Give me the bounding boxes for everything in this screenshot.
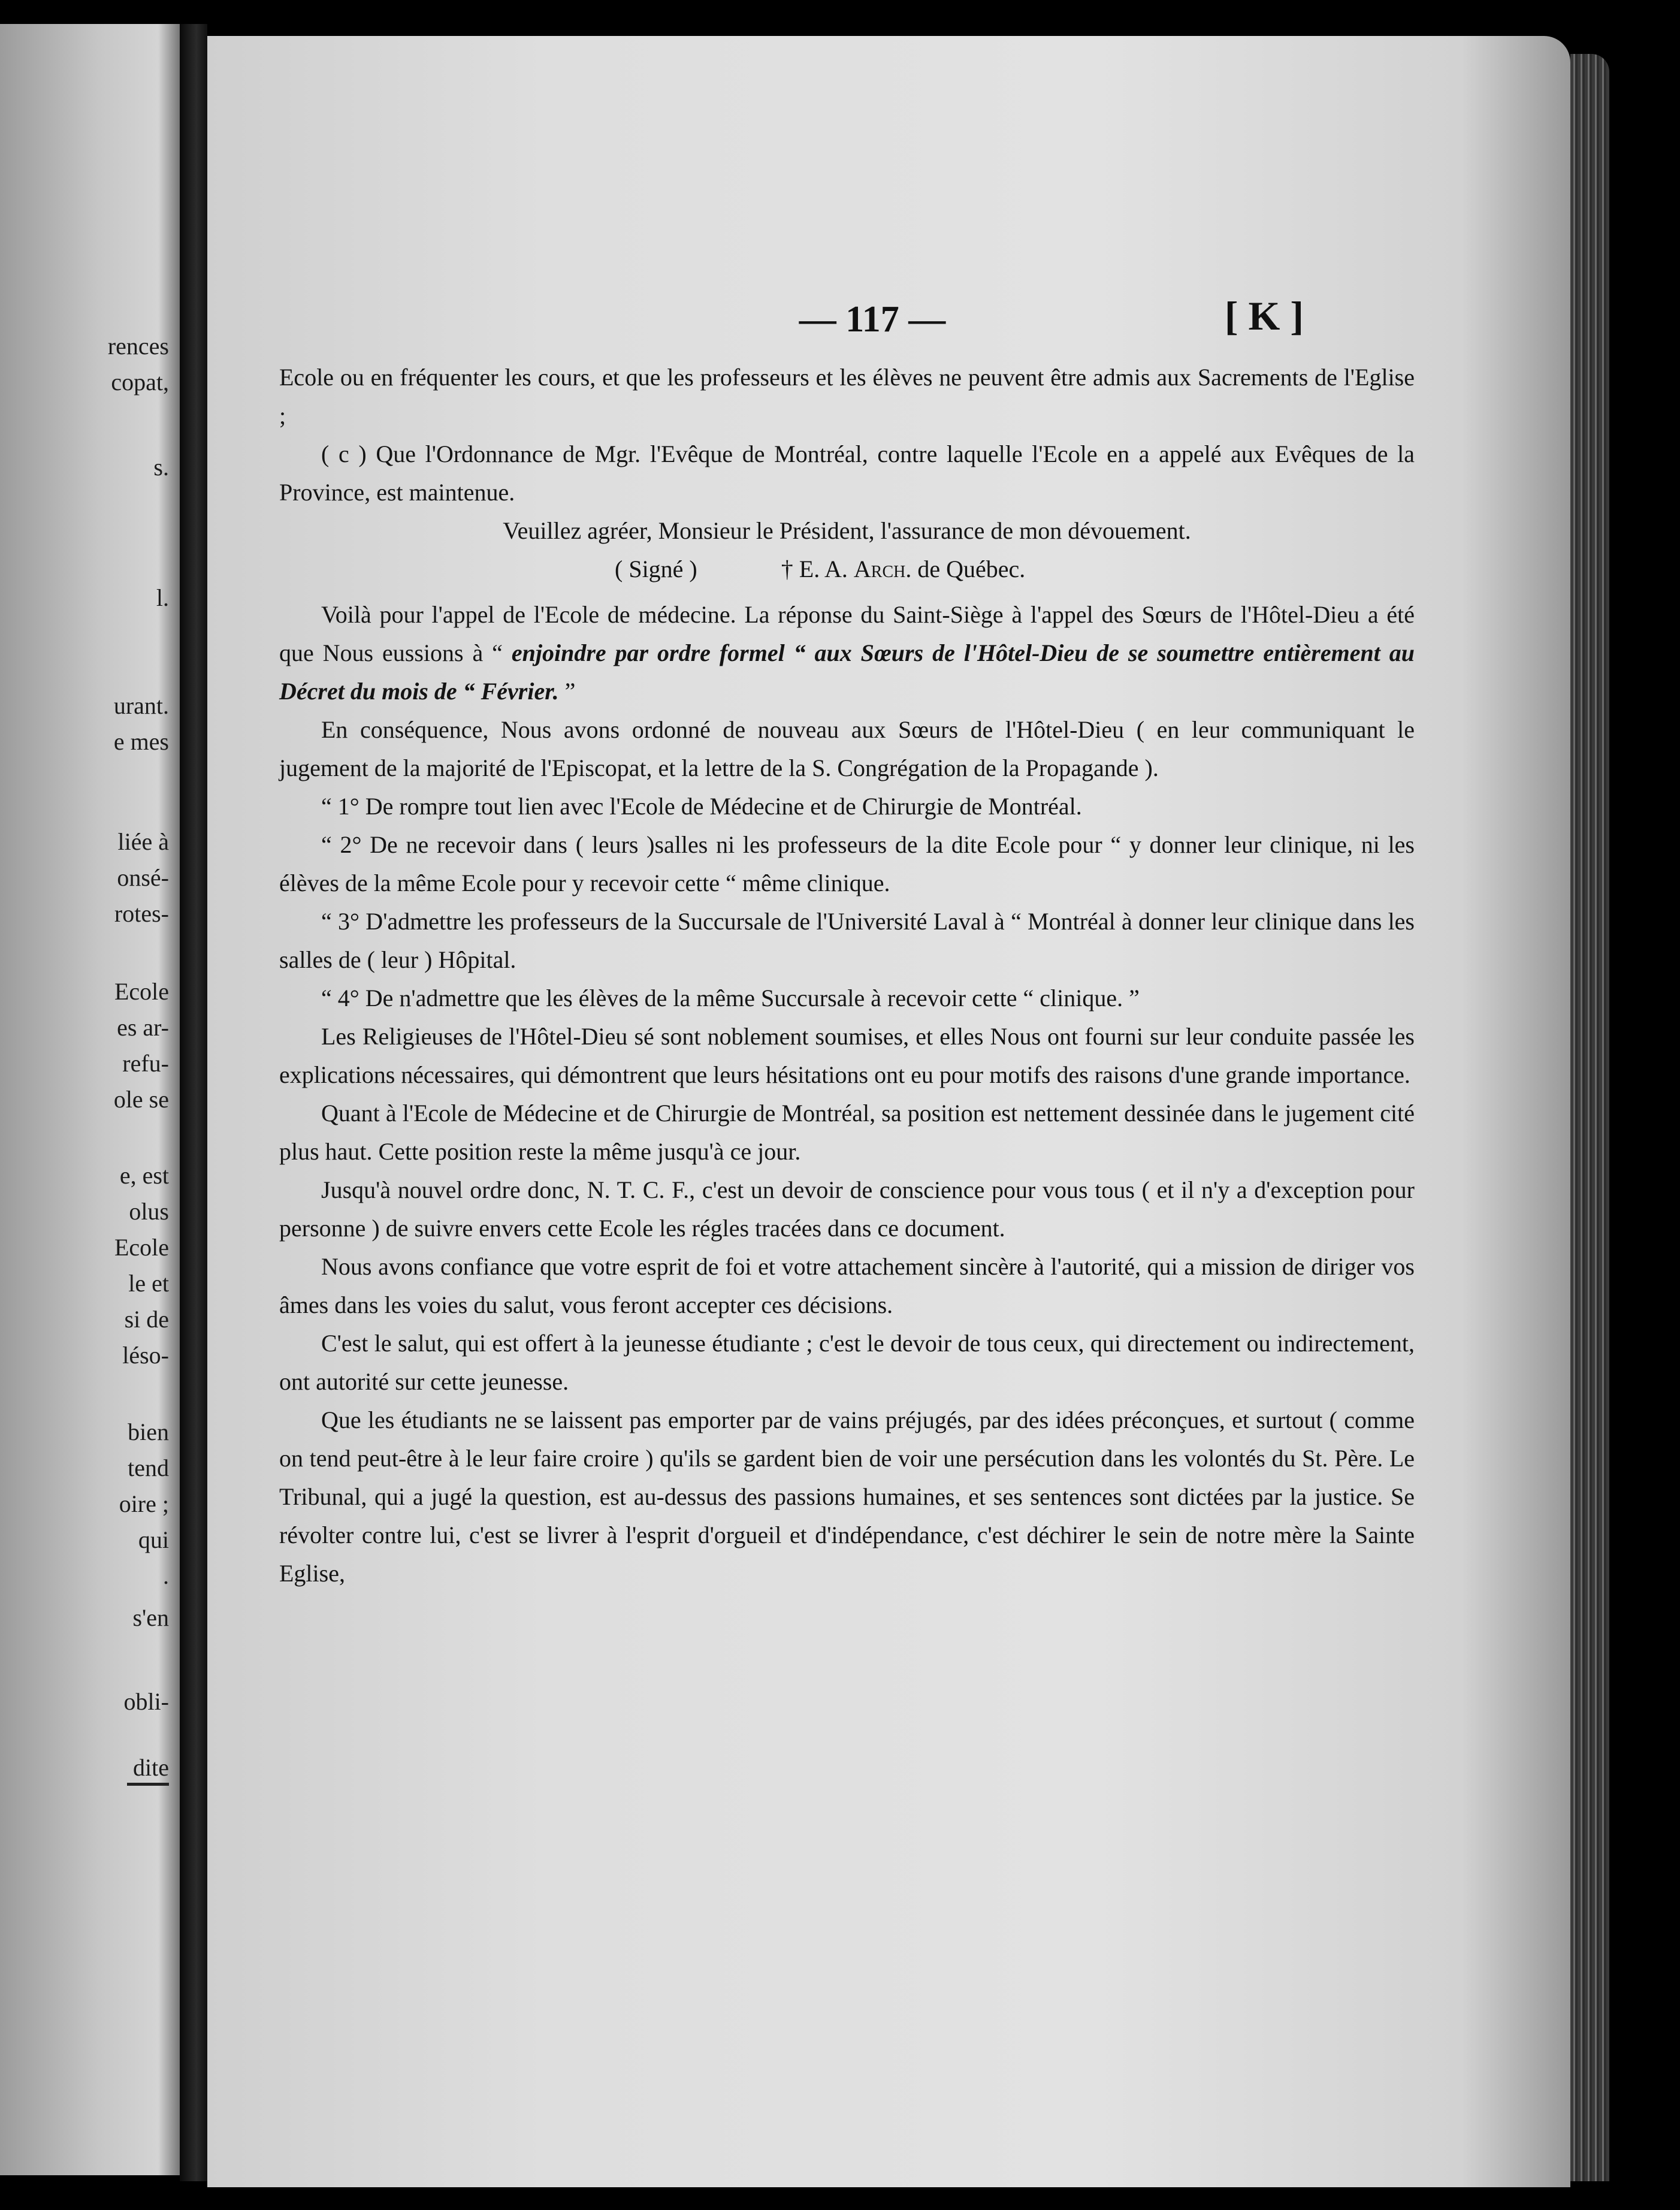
book-gutter (180, 24, 207, 2181)
left-page-fragment: urant. (113, 692, 169, 719)
signature-title: Arch. (853, 555, 912, 582)
body-text (279, 358, 1415, 1593)
left-page-fragment: . (163, 1562, 169, 1589)
paragraph: Que les étudiants ne se laissent pas emporter par de vains préjugés, par des idées préconçues, et surtout ( comme on tend peut-être à le leur faire croire ) qu'ils se gardent bien de voir une persécution dans les volontés du St. Père. Le Tribunal, qui a jugé la question, est au-dessus des passions humaines, et ses sentences sont dictées par la justice. Se révolter contre lui, c'est se livrer à l'esprit d'orgueil et d'indépendance, c'est déchirer le sein de notre mère la Sainte Eglise, (279, 1406, 1415, 1587)
page-number: — 117 — (799, 299, 946, 340)
section-mark: [ K ] (1224, 293, 1304, 339)
list-item: “ 4° De n'admettre que les élèves de la même Succursale à recevoir cette “ clinique. ” (321, 985, 1140, 1012)
left-page-fragment: rences (107, 333, 169, 360)
paragraph: Jusqu'à nouvel ordre donc, N. T. C. F., c'est un devoir de conscience pour vous tous ( et il n'y a d'exception pour personne ) de suivre envers cette Ecole les régles tracées dans ce document. (279, 1176, 1415, 1242)
left-page-fragment: es ar- (117, 1014, 169, 1041)
left-page-fragment: si de (124, 1306, 169, 1333)
left-page-fragment: le et (128, 1270, 169, 1297)
signature-label: ( Signé ) (615, 555, 697, 582)
list-item: “ 3° D'admettre les professeurs de la Succursale de l'Université Laval à “ Montréal à donner leur clinique dans les salles de ( leur ) Hôpital. (279, 908, 1415, 973)
right-page (207, 36, 1570, 2187)
signature-suffix: de Québec. (917, 555, 1026, 582)
closing-quote: ” (558, 678, 576, 705)
paragraph (279, 596, 1415, 711)
left-page-fragment: s. (153, 454, 169, 481)
left-page-fragment: e mes (113, 728, 169, 755)
signature-prefix: † E. A. (781, 555, 848, 582)
signature-line (279, 550, 1415, 588)
closing-salutation: Veuillez agréer, Monsieur le Président, l'assurance de mon dévouement. (503, 517, 1191, 544)
paragraph: Les Religieuses de l'Hôtel-Dieu sé sont noblement soumises, et elles Nous ont fourni sur leur conduite passée les explications nécessaires, qui démontrent que leurs hésitations ont eu pour motifs des raisons d'une grande importance. (279, 1023, 1415, 1088)
left-page-fragment: léso- (122, 1342, 169, 1369)
left-page-fragment: qui (138, 1526, 169, 1553)
left-page-fragment: olus (129, 1198, 169, 1225)
left-page-fragment: refu- (122, 1050, 169, 1077)
left-page-fragment: tend (128, 1454, 169, 1481)
left-page-fragment: e, est (119, 1162, 169, 1189)
paragraph: C'est le salut, qui est offert à la jeunesse étudiante ; c'est le devoir de tous ceux, qui directement ou indirectement, ont autorité sur cette jeunesse. (279, 1330, 1415, 1395)
paragraph: En conséquence, Nous avons ordonné de nouveau aux Sœurs de l'Hôtel-Dieu ( en leur communiquant le jugement de la majorité de l'Episcopat, et la lettre de la S. Congrégation de la Propagande ). (279, 716, 1415, 781)
left-page-fragment: Ecole (114, 978, 169, 1005)
left-page-fragment: bien (128, 1418, 169, 1445)
left-page-fragment: copat, (111, 369, 169, 395)
left-page-rule (127, 1783, 169, 1786)
paragraph: Ecole ou en fréquenter les cours, et que les professeurs et les élèves ne peuvent être admis aux Sacrements de l'Eglise ; (279, 364, 1415, 429)
page-header (207, 292, 1570, 358)
left-page-fragment: onsé- (117, 864, 169, 891)
paragraph: Nous avons confiance que votre esprit de foi et votre attachement sincère à l'autorité, qui a mission de diriger vos âmes dans les voies du salut, vous feront accepter ces décisions. (279, 1253, 1415, 1318)
page-edge-stack (1570, 54, 1609, 2181)
left-page-fragment: rotes- (114, 900, 169, 927)
quoted-decree: enjoindre par ordre formel “ aux Sœurs de l'Hôtel-Dieu de se soumettre entièrement au Décret du mois de “ Février. (279, 639, 1415, 705)
left-page-fragment: l. (156, 584, 169, 611)
paragraph: Quant à l'Ecole de Médecine et de Chirurgie de Montréal, sa position est nettement dessinée dans le jugement cité plus haut. Cette position reste la même jusqu'à ce jour. (279, 1100, 1415, 1165)
left-page-fragment: s'en (132, 1604, 169, 1631)
paragraph-text: Voilà pour l'appel de l'Ecole de médecine. La réponse du Saint-Siège à l'appel des Sœurs de l'Hôtel-Dieu a été que Nous eussions à “ (279, 601, 1415, 666)
left-page-fragment: obli- (123, 1688, 169, 1715)
list-item: “ 2° De ne recevoir dans ( leurs )salles ni les professeurs de la dite Ecole pour “ y donner leur clinique, ni les élèves de la même Ecole pour y recevoir cette “ même clinique. (279, 831, 1415, 896)
left-page-fragment: liée à (117, 828, 169, 855)
left-page-edge (0, 24, 180, 2175)
left-page-fragment: dite (133, 1754, 169, 1781)
left-page-fragment: ole se (113, 1086, 169, 1113)
list-item: “ 1° De rompre tout lien avec l'Ecole de Médecine et de Chirurgie de Montréal. (321, 793, 1082, 820)
left-page-fragment: Ecole (114, 1234, 169, 1261)
paragraph: ( c ) Que l'Ordonnance de Mgr. l'Evêque de Montréal, contre laquelle l'Ecole en a appelé aux Evêques de la Province, est maintenue. (279, 440, 1415, 506)
left-page-fragment: oire ; (119, 1490, 169, 1517)
